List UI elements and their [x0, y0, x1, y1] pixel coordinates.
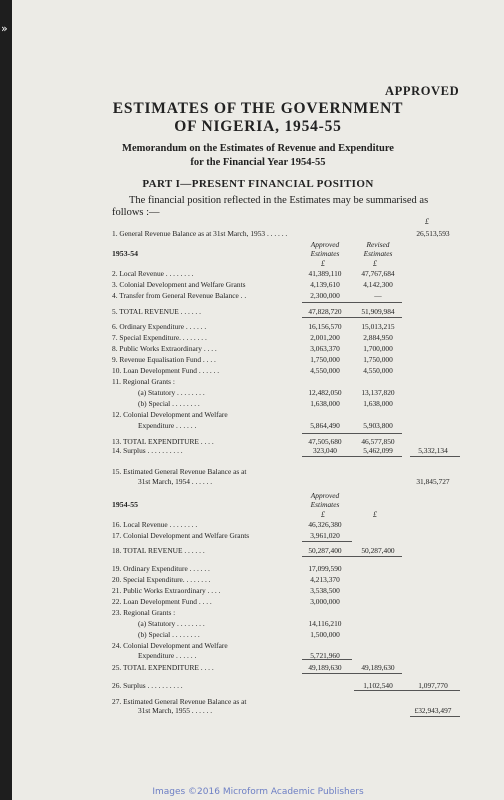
row-label: 6. Ordinary Expenditure . . . . . . [112, 322, 207, 331]
table-row [12, 365, 504, 376]
pound-col2-5354: £ [373, 259, 377, 268]
row-label: 12. Colonial Development and Welfare [112, 410, 228, 419]
row-value-c3: 5,332,134 [418, 446, 448, 455]
row-value-c2: 5,462,099 [363, 446, 393, 455]
row-label: 7. Special Expenditure. . . . . . . . [112, 333, 207, 342]
table-row [12, 306, 504, 317]
memo-subtitle-line1: Memorandum on the Estimates of Revenue and Expenditure [122, 143, 394, 154]
row-value-c1: 16,156,570 [308, 322, 342, 331]
row-label: 27. Estimated General Revenue Balance as at [112, 697, 247, 706]
row-label: 1. General Revenue Balance as at 31st March, 1953 . . . . . . [112, 229, 288, 238]
row-value-c1: 5,721,960 [310, 651, 340, 660]
row-label: 5. TOTAL REVENUE . . . . . . [112, 307, 201, 316]
table-row [12, 321, 504, 332]
row-label: 19. Ordinary Expenditure . . . . . . [112, 564, 210, 573]
table-row [12, 680, 504, 691]
row-value-c1: 2,300,000 [310, 291, 340, 300]
intro-text-line1: The financial position reflected in the Estimates may be summarised as [129, 195, 429, 206]
row-value-c1: 12,482,050 [308, 388, 342, 397]
copyright-footer: Images ©2016 Microform Academic Publishers [152, 787, 364, 797]
table-row [12, 398, 504, 409]
row-label: (a) Statutory . . . . . . . . [138, 619, 205, 628]
row-label: 23. Regional Grants : [112, 608, 176, 617]
row-label: 21. Public Works Extraordinary . . . . [112, 586, 221, 595]
row-label: 4. Transfer from General Revenue Balance . . [112, 291, 247, 300]
row-value-c2: 5,903,800 [363, 421, 393, 430]
row-value-c2: 4,142,300 [363, 280, 393, 289]
pound-col1-5354: £ [321, 259, 325, 268]
table-row [12, 662, 504, 673]
row-value-c2: 15,013,215 [361, 322, 395, 331]
row-value-c1: 2,001,200 [310, 333, 340, 342]
document-title-line1: ESTIMATES OF THE GOVERNMENT [112, 100, 404, 117]
row-value-c2: 51,909,984 [361, 307, 395, 316]
row-value-c1: 1,750,000 [310, 355, 340, 364]
table-row-15-cont [12, 476, 504, 487]
table-row [12, 545, 504, 556]
row-value-c1: 4,550,000 [310, 366, 340, 375]
row-value-c1: 41,389,110 [308, 269, 342, 278]
edge-mark: » [1, 22, 8, 35]
part-heading: PART I—PRESENT FINANCIAL POSITION [142, 178, 374, 190]
row-value-c2: 1,750,000 [363, 355, 393, 364]
pound-col2-5455: £ [373, 510, 377, 519]
row-label: 15. Estimated General Revenue Balance as at [112, 467, 247, 476]
row-label: 3. Colonial Development and Welfare Grants [112, 280, 246, 289]
table-row [12, 354, 504, 365]
row-label: 17. Colonial Development and Welfare Grants [112, 531, 250, 540]
scanner-edge [0, 0, 12, 800]
row-label: Expenditure . . . . . . [138, 421, 197, 430]
row-label: (a) Statutory . . . . . . . . [138, 388, 205, 397]
col1-header-5354: Approved Estimates [310, 240, 340, 258]
row-value-c2: 1,102,540 [363, 681, 393, 690]
table-row [12, 519, 504, 530]
table-row [12, 596, 504, 607]
table-row [12, 409, 504, 420]
row-label: 14. Surplus . . . . . . . . . . [112, 446, 183, 455]
table-row [12, 279, 504, 290]
pound-heading-col3: £ [425, 217, 429, 226]
row-value-c1: 5,864,490 [310, 421, 340, 430]
table-row [12, 376, 504, 387]
row-value-c2: 2,884,950 [363, 333, 393, 342]
row-value-c1: 47,828,720 [308, 307, 342, 316]
row-label: 31st March, 1955 . . . . . . [138, 706, 213, 715]
row-label: Expenditure . . . . . . [138, 651, 197, 660]
table-row [12, 290, 504, 301]
table-row-1 [12, 228, 504, 239]
table-row [12, 629, 504, 640]
rule-above-total-revenue-5455 [302, 541, 352, 542]
row-label: 16. Local Revenue . . . . . . . . [112, 520, 198, 529]
row-label: 26. Surplus . . . . . . . . . . [112, 681, 183, 690]
row-value-c2: 4,550,000 [363, 366, 393, 375]
rule-below-total-expenditure-5455 [302, 673, 402, 674]
row-label: (b) Special . . . . . . . . [138, 630, 200, 639]
table-row [12, 607, 504, 618]
row-value-c1: 3,063,370 [310, 344, 340, 353]
row-value-c1: 3,000,000 [310, 597, 340, 606]
col2-header-5354: Revised Estimates [363, 240, 393, 258]
row-label: (b) Special . . . . . . . . [138, 399, 200, 408]
row-value-c1: 50,287,400 [308, 546, 342, 555]
table-row [12, 387, 504, 398]
row-value-c1: 3,961,020 [310, 531, 340, 540]
row-label: 22. Loan Development Fund . . . . [112, 597, 212, 606]
row-value-c1: 47,505,680 [308, 437, 342, 446]
row-value-c1: 4,139,610 [310, 280, 340, 289]
table-row [12, 420, 504, 431]
row-label: 31st March, 1954 . . . . . . [138, 477, 213, 486]
table-row [12, 585, 504, 596]
row-label: 20. Special Expenditure. . . . . . . . [112, 575, 211, 584]
row-label: 9. Revenue Equalisation Fund . . . . [112, 355, 216, 364]
pound-col1-5455: £ [321, 510, 325, 519]
memo-subtitle-line2: for the Financial Year 1954-55 [190, 157, 326, 168]
row-label: 25. TOTAL EXPENDITURE . . . . [112, 663, 214, 672]
row-value-c1: 3,538,500 [310, 586, 340, 595]
row-label: 18. TOTAL REVENUE . . . . . . [112, 546, 205, 555]
table-row [12, 563, 504, 574]
row-value-c1: 14,116,210 [308, 619, 342, 628]
approved-stamp: APPROVED [385, 84, 460, 98]
year-heading-5455: 1954-55 [112, 500, 138, 509]
table-row [12, 445, 504, 456]
row-value-c1: 49,189,630 [308, 663, 342, 672]
rule-below-surplus [302, 456, 402, 457]
table-row [12, 530, 504, 541]
row-value-col3: 26,513,593 [416, 229, 450, 238]
document-title-line2: OF NIGERIA, 1954-55 [174, 118, 342, 135]
row-value-col3: £32,943,497 [414, 706, 452, 715]
document-page [12, 0, 504, 800]
row-value-c2: 46,577,850 [361, 437, 395, 446]
row-value-c2: — [374, 291, 382, 300]
row-label: 13. TOTAL EXPENDITURE . . . . [112, 437, 214, 446]
row-value-c2: 1,638,000 [363, 399, 393, 408]
row-label: 2. Local Revenue . . . . . . . . [112, 269, 194, 278]
table-row [12, 650, 504, 661]
row-value-c1: 1,638,000 [310, 399, 340, 408]
rule-below-surplus-col3 [410, 456, 460, 457]
row-value-c1: 17,099,590 [308, 564, 342, 573]
rule-above-total-revenue [302, 302, 402, 303]
row-label: 11. Regional Grants : [112, 377, 175, 386]
row-value-c1: 46,326,380 [308, 520, 342, 529]
row-label: 24. Colonial Development and Welfare [112, 641, 228, 650]
rule-below-total-revenue [302, 317, 402, 318]
table-row [12, 343, 504, 354]
row-value-c1: 323,040 [312, 446, 338, 455]
row-value-c2: 49,189,630 [361, 663, 395, 672]
row-label: 10. Loan Development Fund . . . . . . [112, 366, 220, 375]
year-heading-5354: 1953-54 [112, 249, 138, 258]
row-value-c2: 50,287,400 [361, 546, 395, 555]
row-label: 8. Public Works Extraordinary . . . . [112, 344, 217, 353]
rule-final-balance [410, 716, 460, 717]
rule-above-total-expenditure [302, 433, 402, 434]
row-value-c2: 1,700,000 [363, 344, 393, 353]
row-value-col3: 31,845,727 [416, 477, 450, 486]
row-value-c1: 4,213,370 [310, 575, 340, 584]
table-row [12, 268, 504, 279]
row-value-c1: 1,500,000 [310, 630, 340, 639]
table-row-27-cont [12, 705, 504, 716]
rule-below-total-revenue-5455 [302, 556, 402, 557]
intro-text-line2: follows :— [112, 207, 160, 218]
table-row [12, 332, 504, 343]
col1-header-5455: Approved Estimates [310, 491, 340, 509]
row-value-c3: 1,097,770 [418, 681, 448, 690]
table-row [12, 618, 504, 629]
row-value-c2: 47,767,684 [361, 269, 395, 278]
table-row [12, 574, 504, 585]
row-value-c2: 13,137,820 [361, 388, 395, 397]
